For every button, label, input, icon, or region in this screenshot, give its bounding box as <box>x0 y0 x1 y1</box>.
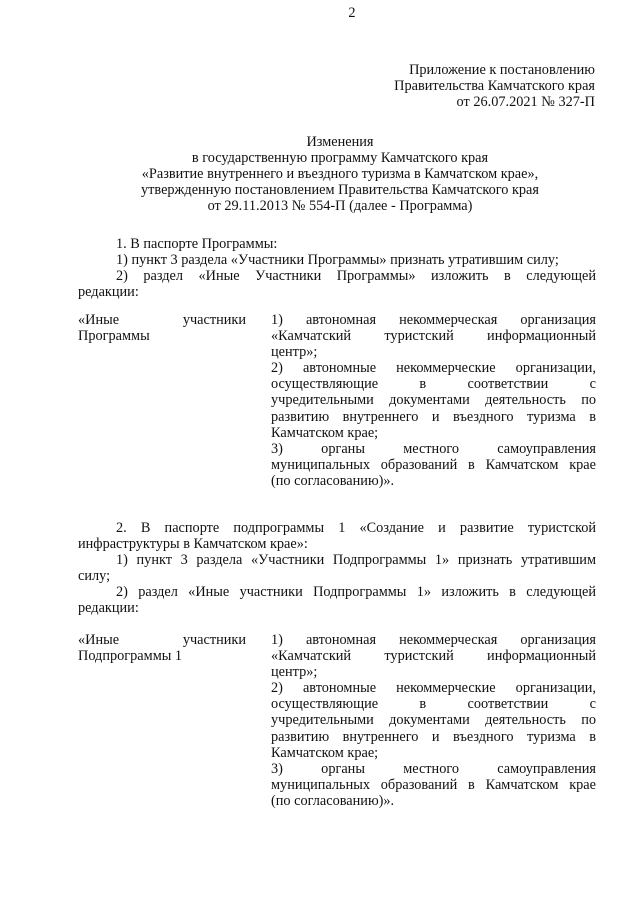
section-heading-continuation: инфраструктуры в Камчатском крае»: <box>78 536 308 553</box>
row-value-line: развитию внутреннего и въездного туризма в <box>271 408 596 425</box>
title-line: в государственную программу Камчатского края <box>191 150 489 167</box>
row-label-line: Программы <box>78 328 150 345</box>
row-value-line: муниципальных образований в Камчатском крае <box>271 456 596 473</box>
appendix-header <box>394 62 595 110</box>
row-value-line: центр»; <box>271 344 318 361</box>
row-value-line: 3) органы местного самоуправления <box>271 440 596 457</box>
title-line: Изменения <box>306 134 374 150</box>
row-value-line: Камчатском крае; <box>271 744 379 761</box>
document-title <box>90 134 590 214</box>
appendix-line: Правительства Камчатского края <box>394 78 595 95</box>
row-value-line: 2) автономные некоммерческие организации, <box>271 360 596 377</box>
row-value-line: 1) автономная некоммерческая организация <box>271 632 596 648</box>
section-1 <box>78 236 596 300</box>
section-heading: 2. В паспорте подпрограммы 1 «Создание и развитие туристской <box>116 520 596 536</box>
section-item: 2) раздел «Иные участники Подпрограммы 1» изложить в следующей <box>116 584 596 601</box>
row-value-line: учредительными документами деятельность по <box>271 712 596 729</box>
row-label-line: «Иные участники <box>78 632 246 648</box>
participants-row-label <box>78 312 246 344</box>
row-value-line: 1) автономная некоммерческая организация <box>271 312 596 328</box>
title-line: утвержденную постановлением Правительства Камчатского края <box>141 182 539 199</box>
row-value-line: 3) органы местного самоуправления <box>271 760 596 777</box>
section-item: 2) раздел «Иные Участники Программы» изложить в следующей <box>116 268 596 285</box>
section-item-continuation: редакции: <box>78 284 139 301</box>
row-value-line: Камчатском крае; <box>271 424 379 441</box>
title-line: от 29.11.2013 № 554-П (далее - Программа) <box>207 198 473 215</box>
section-item-continuation: редакции: <box>78 600 139 617</box>
row-label-line: «Иные участники <box>78 312 246 328</box>
row-value-line: осуществляющие в соответствии с <box>271 696 596 713</box>
row-value-line: «Камчатский туристский информационный <box>271 648 596 665</box>
title-line: «Развитие внутреннего и въездного туризма в Камчатском крае», <box>141 166 539 183</box>
row-value-line: 2) автономные некоммерческие организации, <box>271 680 596 697</box>
page-number: 2 <box>348 5 356 21</box>
row-value-line: центр»; <box>271 664 318 681</box>
row-value-line: учредительными документами деятельность по <box>271 392 596 409</box>
row-value-line: (по согласованию)». <box>271 792 395 809</box>
participants-row-value <box>271 312 596 489</box>
section-item: 1) пункт 3 раздела «Участники Подпрограммы 1» признать утратившим <box>116 552 596 569</box>
row-label-line: Подпрограммы 1 <box>78 648 183 665</box>
row-value-line: муниципальных образований в Камчатском крае <box>271 776 596 793</box>
row-value-line: (по согласованию)». <box>271 472 395 489</box>
section-heading: 1. В паспорте Программы: <box>116 236 278 252</box>
section-item-continuation: силу; <box>78 568 111 585</box>
section-2 <box>78 520 596 617</box>
appendix-line: Приложение к постановлению <box>409 62 595 78</box>
row-value-line: развитию внутреннего и въездного туризма в <box>271 728 596 745</box>
participants-row-label <box>78 632 246 664</box>
appendix-line: от 26.07.2021 № 327-П <box>456 94 595 111</box>
participants-row-value <box>271 632 596 809</box>
row-value-line: «Камчатский туристский информационный <box>271 328 596 345</box>
section-item: 1) пункт 3 раздела «Участники Программы» признать утратившим силу; <box>116 252 559 269</box>
row-value-line: осуществляющие в соответствии с <box>271 376 596 393</box>
